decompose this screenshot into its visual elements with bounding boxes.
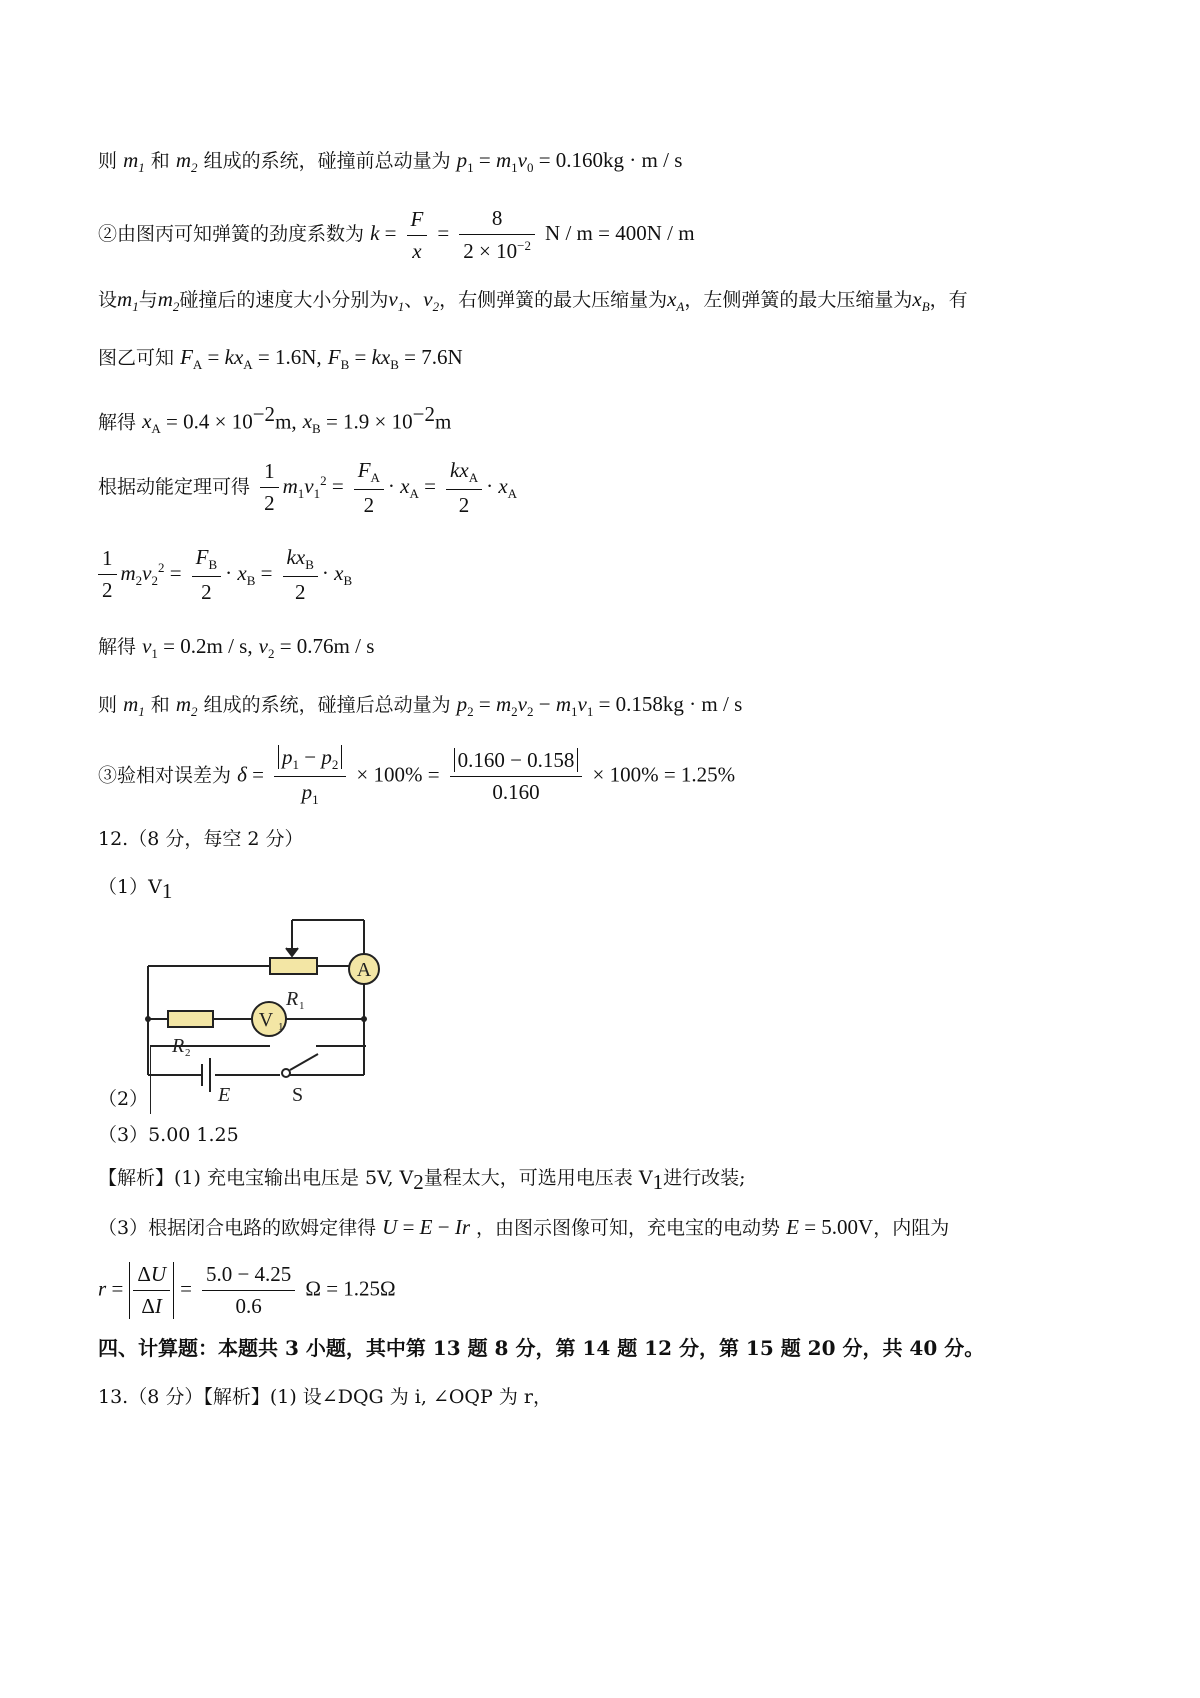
line-solve-compression: 解得 $x_A = 0.4 \times 10^{-2}m$, $x_B = 1.9 \times 10^{-2}m$ (98, 402, 452, 437)
line-total-momentum-before: 则 $m_1$ 和 $m_2$ 组成的系统，碰撞前总动量为 $p_1 = m_1v_0 = 0.160kg \cdot m / s$ (98, 148, 683, 176)
svg-text:1: 1 (299, 1000, 305, 1012)
svg-text:V: V (258, 1009, 274, 1031)
svg-text:1: 1 (278, 1021, 284, 1033)
line-total-momentum-after: 则 $m_1$ 和 $m_2$ 组成的系统，碰撞后总动量为 $p_2 = m_2v_2 - m_1v_1 = 0.158kg \cdot m / s$ (98, 692, 743, 720)
line-spring-constant: ②由图丙可知弹簧的劲度系数为 k = $\frac{F}{x}$ = $\frac{8}{2 \times 10^{-2}}$ N / m = 400N / m (98, 206, 695, 264)
question-13: 13.（8 分）【解析】(1) 设∠DQG 为 i, ∠OQP 为 r， (98, 1386, 552, 1408)
line-relative-error: ③验相对误差为 δ = $\frac{p_1 - p_2}{p_1}$ × 100% = $\frac{0.160 - 0.158}{0.160}$ × 100% = 1.25% (98, 745, 736, 807)
resistor-r1 (270, 958, 317, 974)
answer-3: （3）5.00 1.25 (98, 1124, 239, 1146)
section-4-heading: 四、计算题：本题共 3 小题，其中第 13 题 8 分，第 14 题 12 分，第 15 题 20 分，共 40 分。 (98, 1336, 985, 1360)
circuit-schematic (140, 908, 400, 1108)
svg-text:2: 2 (185, 1047, 191, 1059)
line-solve-velocities: 解得 $v_1 = 0.2m / s$, $v_2 = 0.76m / s$ (98, 634, 375, 662)
explanation-1: 【解析】(1) 充电宝输出电压是 5V, $V_2$量程太大，可选用电压表 $V_1$进行改装; (98, 1167, 746, 1194)
svg-text:A: A (356, 959, 372, 981)
line-velocity-definitions: 设$m_1$与$m_2$碰撞后的速度大小分别为$v_1$、$v_2$，右侧弹簧的最大压缩量为$x_A$，左侧弹簧的最大压缩量为$x_B$，有 (98, 287, 968, 315)
svg-text:R: R (286, 988, 299, 1010)
question-12-header: 12.（8 分，每空 2 分） (98, 828, 304, 850)
answer-2: （2） (98, 1088, 149, 1110)
line-forces: 图乙可知 $F_A = kx_A = 1.6N$, $F_B = kx_B = 7.6N$ (98, 345, 463, 373)
svg-text:S: S (292, 1084, 304, 1106)
svg-text:R: R (172, 1035, 185, 1057)
svg-text:E: E (218, 1084, 231, 1106)
line-kinetic-energy-theorem-1: 根据动能定理可得 $\frac{1}{2}$ $m_1v_1^2$ = $\frac{F_A}{2}$ · $x_A$ = $\frac{kx_A}{2}$ · $x_A$ (98, 458, 518, 517)
answer-1: $(1)V_1$ (98, 876, 173, 903)
explanation-3: （3）根据闭合电路的欧姆定律得 U = E − Ir ，由图示图像可知，充电宝的电动势 E = 5.00V，内阻为 (98, 1215, 950, 1239)
line-kinetic-energy-theorem-2: $\frac{1}{2}$ $m_2v_2^2$ = $\frac{F_B}{2}$ · $x_B$ = $\frac{kx_B}{2}$ · $x_B$ (98, 545, 352, 605)
switch-icon (282, 1069, 290, 1077)
resistor-r2 (168, 1011, 213, 1027)
internal-resistance-formula: r = $\frac{\Delta U}{\Delta I}$ = $\frac{5.0 - 4.25}{0.6}$ Ω = 1.25Ω (98, 1262, 396, 1319)
